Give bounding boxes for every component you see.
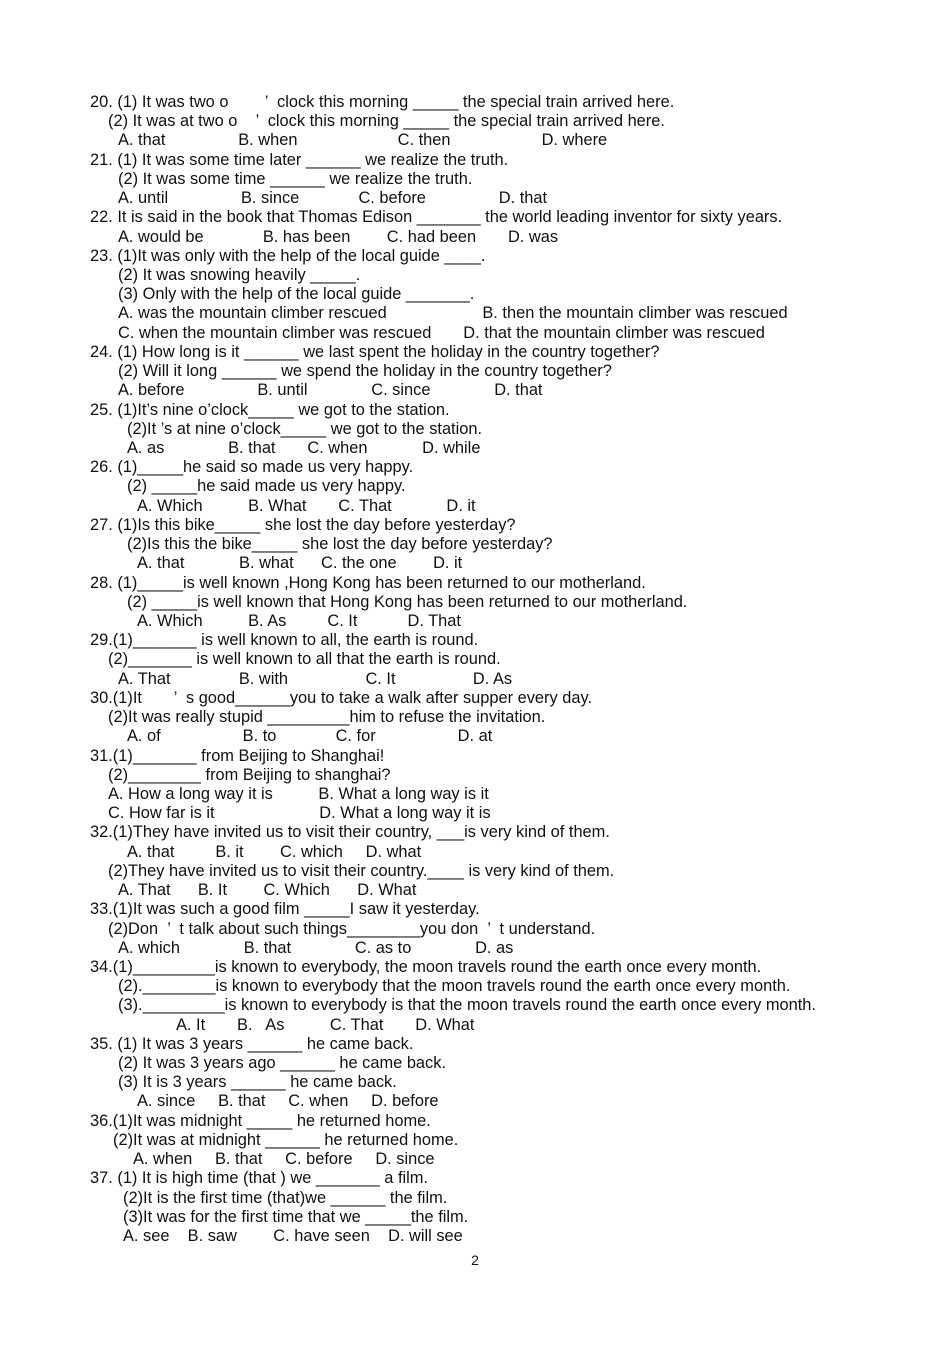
exercise-line: A. of B. to C. for D. at: [127, 727, 493, 746]
exercise-line: A. That B. It C. Which D. What: [118, 881, 417, 899]
exercise-line: 36.(1)It was midnight _____ he returned home.: [90, 1111, 431, 1130]
exercise-line: A. Which B. As C. It D. That: [137, 611, 461, 630]
exercise-line: (3) It is 3 years ______ he came back.: [118, 1073, 397, 1092]
exercise-line: (2)It is the first time (that)we ______ the film.: [123, 1188, 448, 1207]
exercise-line: 26. (1)_____he said so made us very happy.: [90, 458, 414, 477]
exercise-line: (2) It was at two o ’ clock this morning _____ the special train arrived here.: [108, 112, 665, 131]
exercise-line: 27. (1)Is this bike_____ she lost the day before yesterday?: [90, 515, 516, 534]
exercise-line: 25. (1)It’s nine o’clock_____ we got to the station.: [90, 400, 450, 419]
exercise-line: 37. (1) It is high time (that ) we _______ a film.: [90, 1169, 428, 1188]
exercise-line: (2)Is this the bike_____ she lost the day before yesterday?: [127, 535, 553, 554]
exercise-line: A. How a long way it is B. What a long way is it: [108, 784, 489, 803]
exercise-line: (2)________ from Beijing to shanghai?: [108, 765, 391, 784]
exercise-line: C. when the mountain climber was rescued D. that the mountain climber was rescued: [118, 323, 765, 342]
exercise-line: A. that B. it C. which D. what: [127, 842, 422, 861]
exercise-line: 24. (1) How long is it ______ we last spent the holiday in the country together?: [90, 342, 660, 361]
exercise-line: (2) _____is well known that Hong Kong has been returned to our motherland.: [127, 592, 688, 611]
exercise-line: (3)._________is known to everybody is that the moon travels round the earth once every month.: [118, 996, 816, 1015]
exercise-line: A. would be B. has been C. had been D. was: [118, 227, 559, 246]
exercise-line: A. since B. that C. when D. before: [137, 1092, 439, 1111]
exercise-line: (2)It was really stupid _________him to refuse the invitation.: [108, 708, 546, 726]
exercise-line: 30.(1)It ’ s good______you to take a walk after supper every day.: [90, 688, 593, 707]
exercise-line: 21. (1) It was some time later ______ we realize the truth.: [90, 150, 509, 169]
exercise-line: (2) _____he said made us very happy.: [127, 477, 406, 496]
exercise-line: A. that B. what C. the one D. it: [137, 554, 463, 573]
exercise-line: (2)It ’s at nine o’clock_____ we got to the station.: [127, 419, 483, 438]
exercise-line: (3) Only with the help of the local guide _______.: [118, 285, 475, 304]
exercise-line: 33.(1)It was such a good film _____I saw it yesterday.: [90, 900, 480, 919]
exercise-line: 29.(1)_______ is well known to all, the earth is round.: [90, 631, 479, 650]
exercise-line: 28. (1)_____is well known ,Hong Kong has been returned to our motherland.: [90, 573, 646, 592]
exercise-line: A. was the mountain climber rescued B. then the mountain climber was rescued: [118, 304, 788, 323]
exercise-line: A. Which B. What C. That D. it: [137, 496, 476, 515]
exercise-line: 23. (1)It was only with the help of the local guide ____.: [90, 246, 486, 265]
exercise-line: 22. It is said in the book that Thomas Edison _______ the world leading inventor for sixty years.: [90, 208, 783, 227]
exercise-line: 32.(1)They have invited us to visit their country, ___is very kind of them.: [90, 823, 610, 842]
exercise-line: (2) It was snowing heavily _____.: [118, 266, 361, 284]
exercise-line: A. That B. with C. It D. As: [118, 669, 513, 688]
exercise-line: 31.(1)_______ from Beijing to Shanghai!: [90, 746, 385, 765]
exercise-line: A. which B. that C. as to D. as: [118, 938, 514, 957]
exercise-line: A. as B. that C. when D. while: [127, 439, 481, 457]
page-number: 2: [471, 1252, 479, 1268]
exercise-line: (2)_______ is well known to all that the earth is round.: [108, 650, 501, 669]
exercise-line: (2) It was some time ______ we realize the truth.: [118, 169, 473, 188]
exercise-line: C. How far is it D. What a long way it is: [108, 804, 491, 823]
exercise-line: 34.(1)_________is known to everybody, the moon travels round the earth once every month.: [90, 957, 762, 976]
exercise-line: (2)Don ’ t talk about such things________you don ’ t understand.: [108, 919, 596, 938]
exercise-line: 20. (1) It was two o ’ clock this morning _____ the special train arrived here.: [90, 93, 675, 111]
exercise-line: 35. (1) It was 3 years ______ he came back.: [90, 1034, 414, 1053]
exercise-line: A. when B. that C. before D. since: [133, 1150, 435, 1169]
exercise-line: A. It B. As C. That D. What: [176, 1015, 475, 1034]
exercise-line: (2)They have invited us to visit their country.____ is very kind of them.: [108, 861, 615, 880]
exercise-line: (2) Will it long ______ we spend the holiday in the country together?: [118, 362, 612, 381]
exercise-line: (2) It was 3 years ago ______ he came back.: [118, 1054, 446, 1072]
exercise-line: A. that B. when C. then D. where: [118, 131, 608, 150]
exercise-line: A. until B. since C. before D. that: [118, 189, 548, 208]
exercise-line: (2).________is known to everybody that the moon travels round the earth once every month.: [118, 977, 791, 996]
exercise-line: (2)It was at midnight ______ he returned home.: [113, 1130, 459, 1149]
exercise-line: A. before B. until C. since D. that: [118, 381, 543, 400]
exercise-line: A. see B. saw C. have seen D. will see: [123, 1227, 463, 1245]
exercise-line: (3)It was for the first time that we _____the film.: [123, 1207, 469, 1226]
